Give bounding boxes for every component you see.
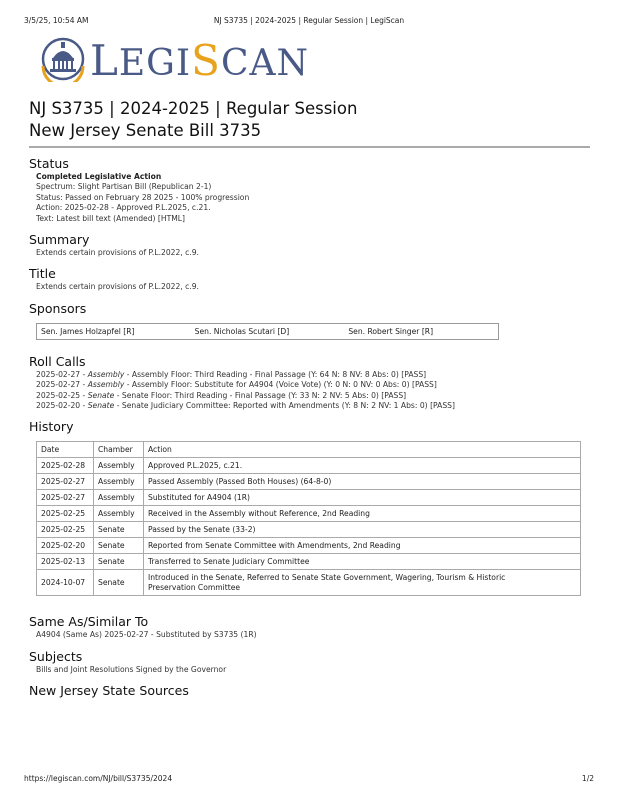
print-page-title: NJ S3735 | 2024-2025 | Regular Session | LegiScan bbox=[213, 16, 405, 25]
print-header bbox=[24, 16, 594, 26]
table-header-row bbox=[37, 442, 581, 458]
history-chamber: Assembly bbox=[94, 458, 144, 474]
table-row bbox=[37, 506, 581, 522]
column-header-action: Action bbox=[144, 442, 581, 458]
print-footer bbox=[24, 774, 594, 784]
history-date: 2025-02-13 bbox=[37, 554, 94, 570]
history-action: Introduced in the Senate, Referred to Senate State Government, Wagering, Tourism & Historic Preservation Committee bbox=[144, 570, 581, 596]
page-number: 1/2 bbox=[581, 774, 594, 783]
table-row bbox=[37, 570, 581, 596]
summary-heading: Summary bbox=[29, 232, 90, 248]
history-chamber: Assembly bbox=[94, 506, 144, 522]
summary-text: Extends certain provisions of P.L.2022, c.9. bbox=[36, 248, 199, 258]
roll-call-item[interactable]: 2025-02-27 - Assembly - Assembly Floor: Third Reading - Final Passage (Y: 64 N: 8 NV: 8 Abs: 0) [PASS] bbox=[36, 369, 427, 379]
sponsor-link[interactable]: Sen. Nicholas Scutari [D] bbox=[194, 326, 290, 336]
history-action: Approved P.L.2025, c.21. bbox=[144, 458, 581, 474]
column-header-date: Date bbox=[37, 442, 94, 458]
table-row bbox=[37, 474, 581, 490]
sponsor-link[interactable]: Sen. James Holzapfel [R] bbox=[41, 326, 135, 336]
history-heading: History bbox=[29, 419, 74, 435]
status-heading: Status bbox=[29, 156, 69, 171]
title-line-1: NJ S3735 | 2024-2025 | Regular Session bbox=[29, 99, 358, 118]
history-date: 2025-02-25 bbox=[37, 506, 94, 522]
roll-call-item[interactable]: 2025-02-27 - Assembly - Assembly Floor: Substitute for A4904 (Voice Vote) (Y: 0 N: 0 NV: 0 Abs: 0) [PASS] bbox=[36, 380, 437, 390]
legiscan-logo[interactable] bbox=[40, 36, 309, 85]
history-date: 2025-02-27 bbox=[37, 474, 94, 490]
status-spectrum: Spectrum: Slight Partisan Bill (Republican 2-1) bbox=[36, 182, 212, 192]
history-date: 2024-10-07 bbox=[37, 570, 94, 596]
same-as-text[interactable]: A4904 (Same As) 2025-02-27 - Substituted by S3735 (1R) bbox=[36, 630, 257, 640]
history-chamber: Assembly bbox=[94, 474, 144, 490]
history-action: Passed Assembly (Passed Both Houses) (64-8-0) bbox=[144, 474, 581, 490]
title-divider bbox=[29, 146, 590, 148]
logo-wordmark: LEGISCAN bbox=[90, 36, 309, 85]
subjects-text[interactable]: Bills and Joint Resolutions Signed by the Governor bbox=[36, 664, 227, 674]
history-chamber: Senate bbox=[94, 522, 144, 538]
print-url: https://legiscan.com/NJ/bill/S3735/2024 bbox=[24, 774, 173, 783]
history-date: 2025-02-20 bbox=[37, 538, 94, 554]
bill-page bbox=[29, 98, 590, 699]
history-date: 2025-02-28 bbox=[37, 458, 94, 474]
sponsors-heading: Sponsors bbox=[29, 300, 87, 316]
table-row bbox=[37, 554, 581, 570]
history-chamber: Assembly bbox=[94, 490, 144, 506]
history-action: Substituted for A4904 (1R) bbox=[144, 490, 581, 506]
history-action: Received in the Assembly without Reference, 2nd Reading bbox=[144, 506, 581, 522]
title-heading: Title bbox=[29, 266, 56, 282]
history-chamber: Senate bbox=[94, 554, 144, 570]
print-datetime: 3/5/25, 10:54 AM bbox=[24, 16, 89, 25]
history-date: 2025-02-25 bbox=[37, 522, 94, 538]
subjects-heading: Subjects bbox=[29, 648, 83, 664]
table-row bbox=[37, 458, 581, 474]
roll-calls-heading: Roll Calls bbox=[29, 353, 86, 369]
same-as-heading: Same As/Similar To bbox=[29, 614, 149, 630]
history-action: Reported from Senate Committee with Amendments, 2nd Reading bbox=[144, 538, 581, 554]
status-action: Action: 2025-02-28 - Approved P.L.2025, c.21. bbox=[36, 203, 211, 213]
capitol-dome-icon bbox=[40, 36, 90, 82]
sponsors-list bbox=[36, 323, 499, 340]
sources-heading: New Jersey State Sources bbox=[29, 683, 189, 699]
sponsor-link[interactable]: Sen. Robert Singer [R] bbox=[348, 326, 434, 336]
table-row bbox=[37, 490, 581, 506]
history-action: Passed by the Senate (33-2) bbox=[144, 522, 581, 538]
column-header-chamber: Chamber bbox=[94, 442, 144, 458]
history-chamber: Senate bbox=[94, 570, 144, 596]
history-table bbox=[36, 441, 581, 596]
status-progress: Status: Passed on February 28 2025 - 100% progression bbox=[36, 192, 250, 202]
page-title bbox=[29, 98, 590, 142]
status-label: Completed Legislative Action bbox=[36, 172, 162, 181]
roll-call-item[interactable]: 2025-02-20 - Senate - Senate Judiciary Committee: Reported with Amendments (Y: 8 N: 2 NV: 1 Abs: 0) [PASS] bbox=[36, 401, 455, 411]
status-text-link[interactable]: Text: Latest bill text (Amended) [HTML] bbox=[36, 213, 185, 223]
title-line-2: New Jersey Senate Bill 3735 bbox=[29, 121, 262, 140]
roll-call-item[interactable]: 2025-02-25 - Senate - Senate Floor: Third Reading - Final Passage (Y: 33 N: 2 NV: 5 Abs: 0) [PASS] bbox=[36, 390, 407, 400]
title-text: Extends certain provisions of P.L.2022, c.9. bbox=[36, 282, 199, 292]
history-chamber: Senate bbox=[94, 538, 144, 554]
table-row bbox=[37, 538, 581, 554]
table-row bbox=[37, 522, 581, 538]
history-action: Transferred to Senate Judiciary Committee bbox=[144, 554, 581, 570]
history-date: 2025-02-27 bbox=[37, 490, 94, 506]
